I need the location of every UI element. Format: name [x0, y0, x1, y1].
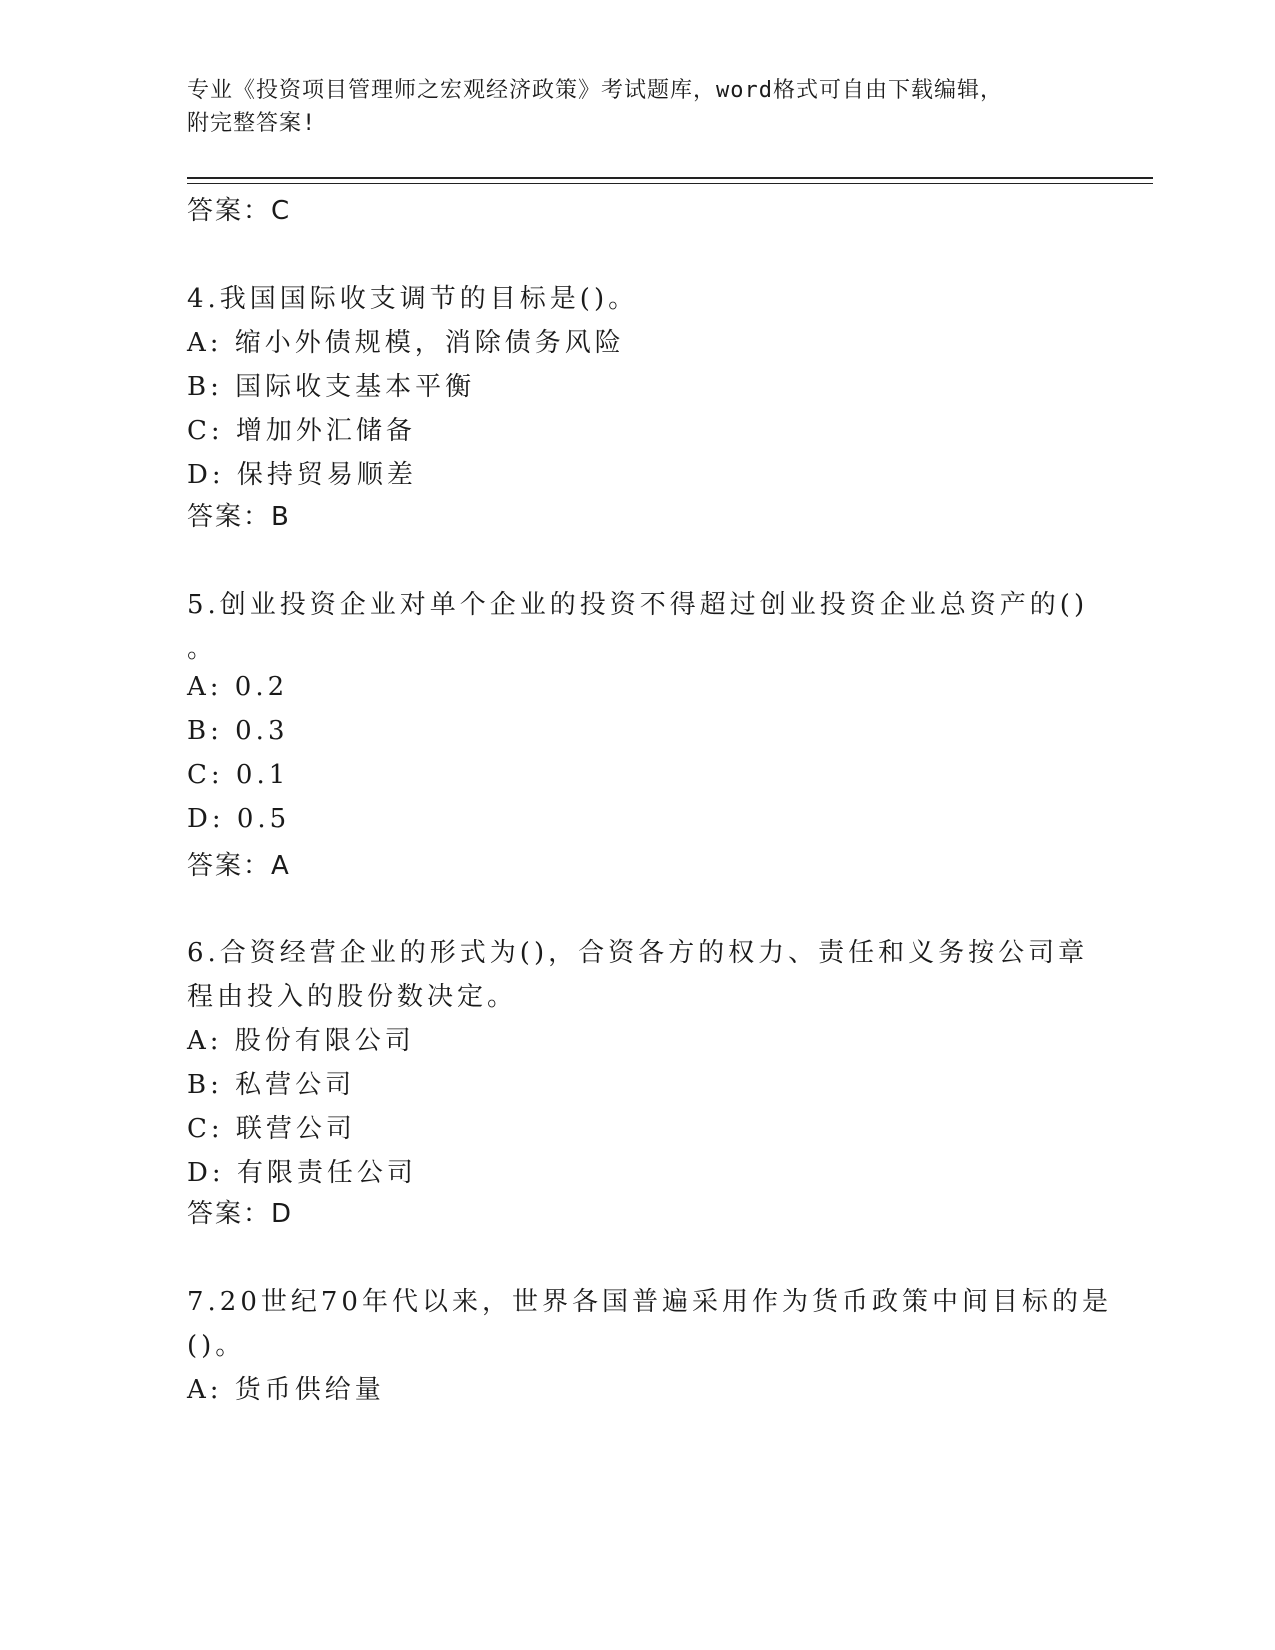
answer-q5: 答案：A	[187, 851, 291, 881]
header-divider-thick	[187, 177, 1153, 179]
question-4-option-b: B: 国际收支基本平衡	[187, 372, 476, 402]
question-5-stem-line-2: 。	[187, 634, 218, 664]
question-6-option-c: C: 联营公司	[187, 1114, 356, 1144]
question-4-option-d: D: 保持贸易顺差	[187, 460, 417, 490]
document-header	[187, 74, 1067, 140]
question-6-option-b: B: 私营公司	[187, 1070, 356, 1100]
question-7-stem-line-1: 7.20世纪70年代以来，世界各国普遍采用作为货币政策中间目标的是	[187, 1287, 1112, 1317]
question-4-option-c: C: 增加外汇储备	[187, 416, 416, 446]
question-5-stem-line-1: 5.创业投资企业对单个企业的投资不得超过创业投资企业总资产的()	[187, 590, 1089, 620]
question-5-option-a: A: 0.2	[187, 672, 289, 702]
question-5-option-c: C: 0.1	[187, 760, 290, 790]
question-4-option-a: A: 缩小外债规模，消除债务风险	[187, 328, 625, 358]
question-6-option-a: A: 股份有限公司	[187, 1026, 415, 1056]
question-5-option-b: B: 0.3	[187, 716, 289, 746]
question-6-stem-line-2: 程由投入的股份数决定。	[187, 982, 518, 1012]
question-7-option-a: A: 货币供给量	[187, 1375, 385, 1405]
answer-q4: 答案：B	[187, 502, 291, 532]
question-7-stem-line-2: ()。	[187, 1331, 246, 1361]
question-5-option-d: D: 0.5	[187, 804, 291, 834]
answer-q6: 答案：D	[187, 1199, 294, 1229]
question-6-stem-line-1: 6.合资经营企业的形式为()，合资各方的权力、责任和义务按公司章	[187, 938, 1089, 968]
answer-q3: 答案：C	[187, 196, 292, 226]
question-4-stem: 4.我国国际收支调节的目标是()。	[187, 284, 639, 314]
header-line-1: 专业《投资项目管理师之宏观经济政策》考试题库，word格式可自由下载编辑，	[187, 78, 1003, 103]
header-line-2: 附完整答案!	[187, 111, 317, 136]
question-6-option-d: D: 有限责任公司	[187, 1158, 417, 1188]
header-divider-thin	[187, 183, 1153, 184]
